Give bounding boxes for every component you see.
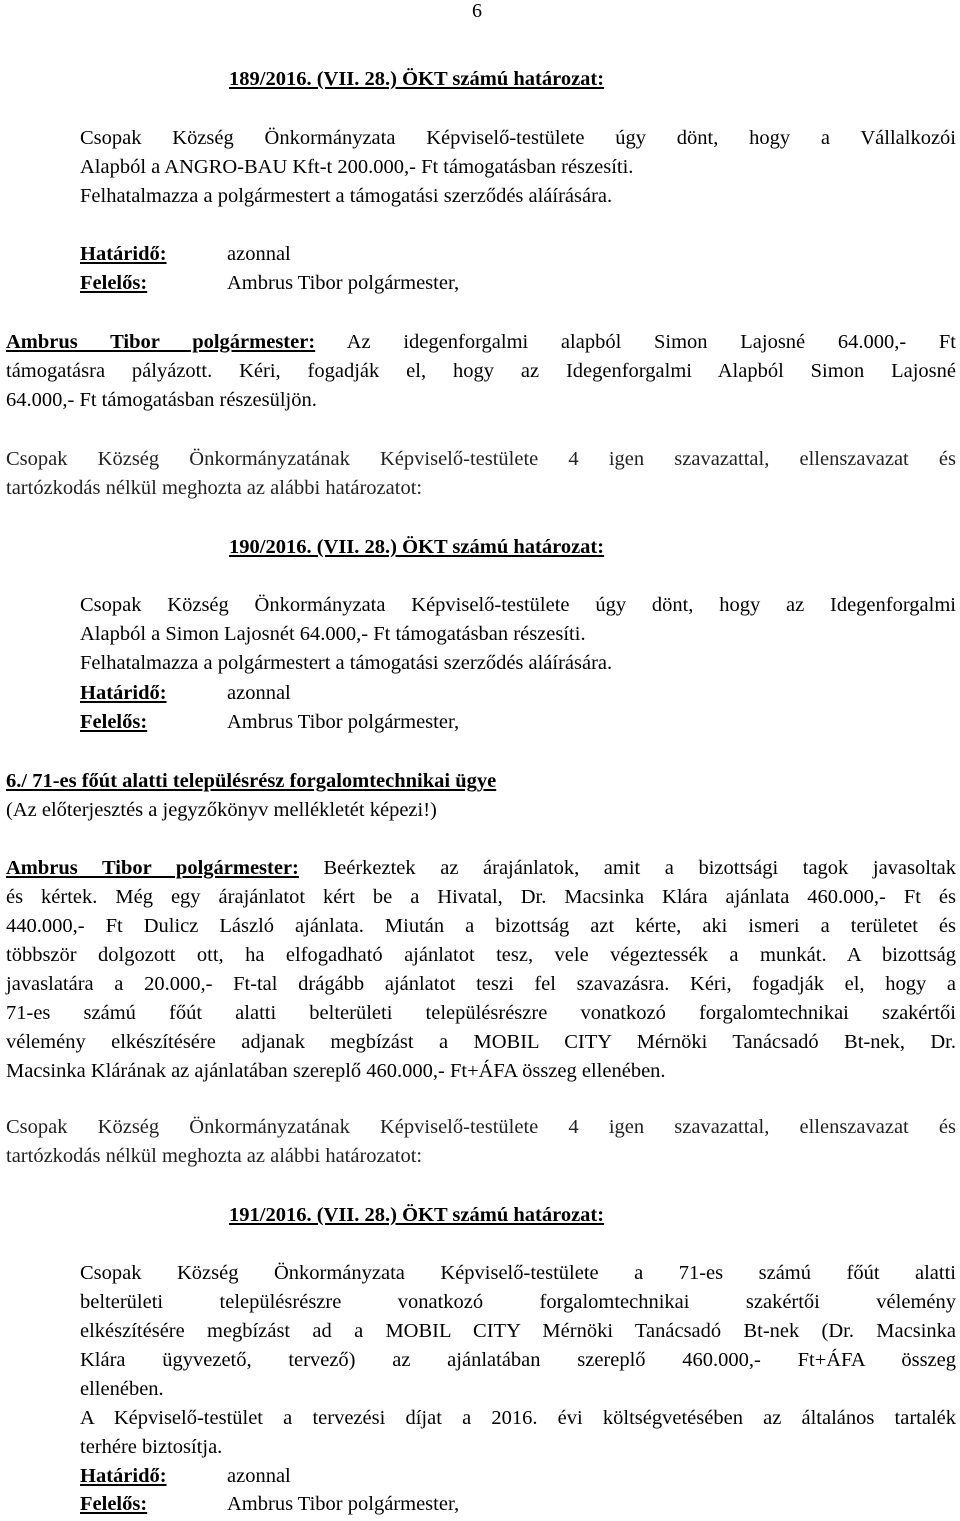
resolution-189-line-2: Alapból a ANGRO-BAU Kft-t 200.000,- Ft támogatásban részesíti. [80,156,634,178]
responsible-label: Felelős: [80,1493,148,1515]
resolution-190-body [80,591,956,678]
resolution-190-deadline [80,679,291,708]
resolution-189-responsible [80,269,459,298]
vote-2-line-1: Csopak Község Önkormányzatának Képviselő-testülete 4 igen szavazattal, ellenszavazat és [6,1116,956,1138]
responsible-value: Ambrus Tibor polgármester, [227,711,460,733]
speech-2-line-1: Ambrus Tibor polgármester: Beérkeztek az árajánlatok, amit a bizottsági tagok javasoltak [6,857,956,879]
resolution-189-deadline [80,240,291,269]
resolution-190-title: 190/2016. (VII. 28.) ÖKT számú határozat: [229,536,605,558]
speaker-name: Ambrus Tibor polgármester: [6,331,316,353]
vote-1-line-1: Csopak Község Önkormányzatának Képviselő-testülete 4 igen szavazattal, ellenszavazat és [6,448,956,470]
speech-1-line-2: támogatásra pályázott. Kéri, fogadják el, hogy az Idegenforgalmi Alapból Simon Lajosné [6,360,956,382]
vote-1 [6,445,956,503]
resolution-191-line-7: terhére biztosítja. [80,1436,223,1458]
resolution-191-responsible [80,1490,459,1519]
speech-2-line-4: többször dolgozott ott, ha elfogadható ajánlatot tesz, vele végeztessék a munkát. A bizottság [6,944,956,966]
deadline-label: Határidő: [80,1465,167,1487]
resolution-191-deadline [80,1462,291,1491]
page-number: 6 [472,0,482,22]
resolution-190-line-3: Felhatalmazza a polgármestert a támogatási szerződés aláírására. [80,652,613,674]
responsible-label: Felelős: [80,272,148,294]
speech-1-line-1: Ambrus Tibor polgármester: Az idegenforgalmi alapból Simon Lajosné 64.000,- Ft [6,331,956,353]
resolution-189-body [80,124,956,211]
deadline-value: azonnal [227,243,291,265]
responsible-value: Ambrus Tibor polgármester, [227,1493,460,1515]
speech-2-line-3: 440.000,- Ft Dulicz László ajánlata. Miután a bizottság azt kérte, aki ismeri a területet és [6,915,956,937]
deadline-value: azonnal [227,1465,291,1487]
vote-1-line-2: tartózkodás nélkül meghozta az alábbi határozatot: [6,477,423,499]
responsible-label: Felelős: [80,711,148,733]
speech-1-line-3: 64.000,- Ft támogatásban részesüljön. [6,389,317,411]
resolution-191-title: 191/2016. (VII. 28.) ÖKT számú határozat: [229,1204,605,1226]
deadline-value: azonnal [227,682,291,704]
resolution-189-title: 189/2016. (VII. 28.) ÖKT számú határozat: [229,68,605,90]
section-6-heading: 6./ 71-es főút alatti településrész forgalomtechnikai ügye [6,770,497,792]
resolution-191-line-4: Klára ügyvezető, tervező) az ajánlatában szereplő 460.000,- Ft+ÁFA összeg [80,1349,956,1371]
section-6-note: (Az előterjesztés a jegyzőkönyv mellékletét képezi!) [6,799,437,821]
resolution-190-line-2: Alapból a Simon Lajosnét 64.000,- Ft támogatásban részesíti. [80,623,586,645]
speech-2-line-6: 71-es számú főút alatti belterületi településrészre vonatkozó forgalomtechnikai szakértői [6,1002,956,1024]
speech-2-line-5: javaslatára a 20.000,- Ft-tal drágább ajánlatot teszi fel szavazásra. Kéri, fogadják el, hogy a [6,973,956,995]
vote-2-line-2: tartózkodás nélkül meghozta az alábbi határozatot: [6,1145,423,1167]
deadline-label: Határidő: [80,682,167,704]
speech-2 [6,854,956,1086]
speech-2-line-8: Macsinka Klárának az ajánlatában szereplő 460.000,- Ft+ÁFA összeg ellenében. [6,1060,666,1082]
speaker-name: Ambrus Tibor polgármester: [6,857,299,879]
resolution-189-line-3: Felhatalmazza a polgármestert a támogatási szerződés aláírására. [80,185,613,207]
resolution-191-body [80,1259,956,1462]
resolution-190-responsible [80,708,459,737]
responsible-value: Ambrus Tibor polgármester, [227,272,460,294]
resolution-191-line-6: A Képviselő-testület a tervezési díjat a 2016. évi költségvetésében az általános tartalék [80,1407,956,1429]
vote-2 [6,1113,956,1171]
speech-2-line-7: vélemény elkészítésére adjanak megbízást a MOBIL CITY Mérnöki Tanácsadó Bt-nek, Dr. [6,1031,956,1053]
resolution-190-line-1: Csopak Község Önkormányzata Képviselő-testülete úgy dönt, hogy az Idegenforgalmi [80,594,956,616]
resolution-191-line-5: ellenében. [80,1378,164,1400]
speech-1 [6,328,956,415]
resolution-189-line-1: Csopak Község Önkormányzata Képviselő-testülete úgy dönt, hogy a Vállalkozói [80,127,956,149]
resolution-191-line-1: Csopak Község Önkormányzata Képviselő-testülete a 71-es számú főút alatti [80,1262,956,1284]
resolution-191-line-3: elkészítésére megbízást ad a MOBIL CITY Mérnöki Tanácsadó Bt-nek (Dr. Macsinka [80,1320,956,1342]
deadline-label: Határidő: [80,243,167,265]
resolution-191-line-2: belterületi településrészre vonatkozó forgalomtechnikai szakértői vélemény [80,1291,956,1313]
speech-2-line-2: és kértek. Még egy árajánlatot kért be a Hivatal, Dr. Macsinka Klára ajánlata 460.000,- Ft és [6,886,956,908]
